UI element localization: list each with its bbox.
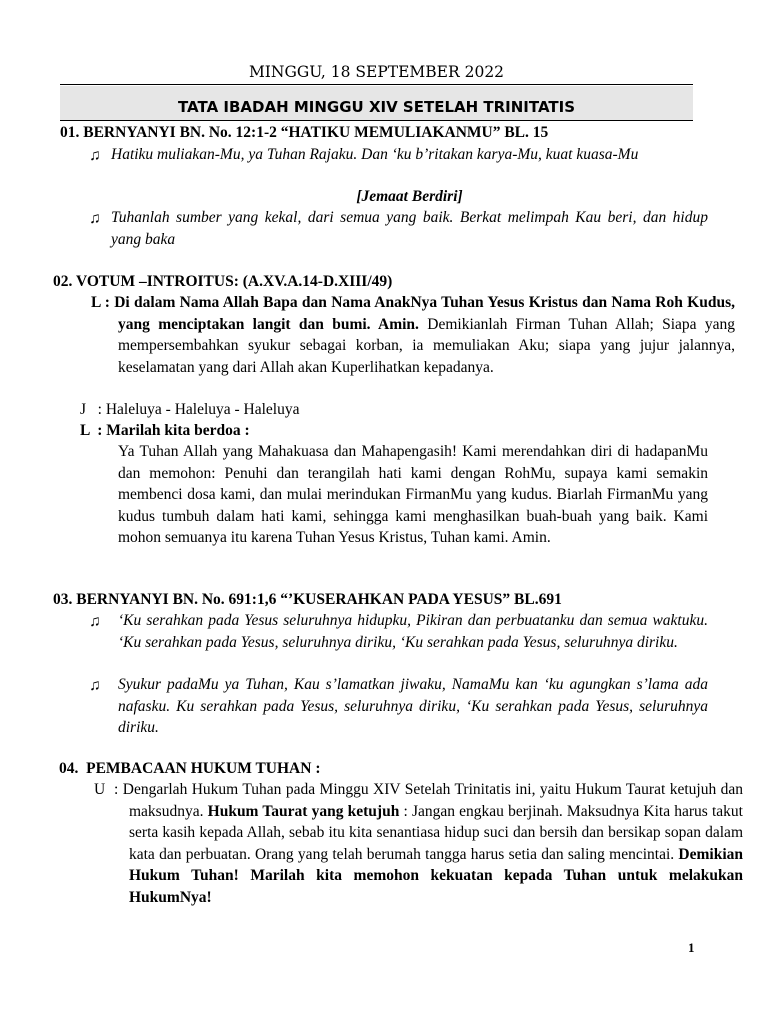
page-title: TATA IBADAH MINGGU XIV SETELAH TRINITATIS <box>177 98 576 116</box>
section4-heading: 04. PEMBACAAN HUKUM TUHAN : <box>59 760 321 777</box>
top-divider <box>60 84 693 85</box>
section2-heading: 02. VOTUM –INTROITUS: (A.XV.A.14-D.XIII/49) <box>53 273 393 290</box>
votum-text: Demikianlah Firman Tuhan Allah; Siapa yang mempersembahkan syukur sebagai korban, ia memuliakan Aku; siapa yang jujur jalannya, keselamatan yang dari Allah akan Kuperlihatkan kepadanya. <box>118 315 735 376</box>
section1-heading: 01. BERNYANYI BN. No. 12:1-2 “HATIKU MEMULIAKANMU” BL. 15 <box>60 124 549 141</box>
section1-instruction: [Jemaat Berdiri] <box>356 188 463 205</box>
prayer-heading: L : Marilah kita berdoa : <box>80 422 250 439</box>
law-text-2: : Jangan engkau berjinah. Maksudnya Kita harus takut serta kasih kepada Allah, sebab itu kita senantiasa hidup suci dan bersih dan bersikap sopan dalam kata dan perbuatan. Orang yang telah berumah tangga harus setia dan saling mencintai. <box>129 802 743 863</box>
music-note-icon: ♫ <box>89 613 101 630</box>
section3-verse2: Syukur padaMu ya Tuhan, Kau s’lamatkan jiwaku, NamaMu kan ‘ku agungkan s’lama ada nafasku. Ku serahkan pada Yesus, seluruhnya diriku, ‘Ku serahkan pada Yesus, seluruhnya diriku. <box>118 676 708 736</box>
congregation-response: J : Haleluya - Haleluya - Haleluya <box>80 401 300 418</box>
section3-verse1: ‘Ku serahkan pada Yesus seluruhnya hidupku, Pikiran dan perbuatanku dan semua waktuku. ‘Ku serahkan pada Yesus, seluruhnya diriku, ‘Ku serahkan pada Yesus, seluruhnya diriku. <box>118 612 708 651</box>
title-divider <box>60 120 693 121</box>
page-number: 1 <box>688 940 695 955</box>
section1-verse1: Hatiku muliakan-Mu, ya Tuhan Rajaku. Dan ‘ku b’ritakan karya-Mu, kuat kuasa-Mu <box>111 146 639 163</box>
law-bold-1: Hukum Taurat yang ketujuh <box>207 802 400 820</box>
u-label: U : <box>94 781 123 798</box>
law-paragraph <box>94 779 743 908</box>
section1-verse2: Tuhanlah sumber yang kekal, dari semua yang baik. Berkat melimpah Kau beri, dan hidup yang baka <box>111 209 708 248</box>
votum-paragraph <box>91 292 735 378</box>
law-text-1: Dengarlah Hukum Tuhan pada Minggu XIV Setelah Trinitatis ini, yaitu Hukum Taurat ketujuh dan maksudnya. <box>122 781 743 820</box>
votum-bold-text: Di dalam Nama Allah Bapa dan Nama AnakNya Tuhan Yesus Kristus dan Nama Roh Kudus, yang menciptakan langit dan bumi. Amin. <box>114 294 735 333</box>
music-note-icon: ♫ <box>89 210 101 227</box>
prayer-text: Ya Tuhan Allah yang Mahakuasa dan Mahapengasih! Kami merendahkan diri di hadapanMu dan memohon: Penuhi dan terangilah hati kami dengan RohMu, supaya kami semakin membenci dosa kami, dan mulai merindukan FirmanMu yang kudus. Biarlah FirmanMu yang kudus tumbuh dalam hati kami, sehingga kami menghasilkan buah-buah yang baik. Kami mohon semuanya itu karena Tuhan Yesus Kristus, Tuhan kami. Amin. <box>118 443 708 546</box>
section3-heading: 03. BERNYANYI BN. No. 691:1,6 “’KUSERAHKAN PADA YESUS” BL.691 <box>53 591 562 608</box>
leader-label: L : <box>91 294 115 311</box>
law-bold-2: Demikian Hukum Tuhan! Marilah kita memohon kekuatan kepada Tuhan untuk melakukan HukumNya! <box>129 845 743 906</box>
music-note-icon: ♫ <box>89 147 101 164</box>
service-date: MINGGU, 18 SEPTEMBER 2022 <box>248 63 505 81</box>
music-note-icon: ♫ <box>89 677 101 694</box>
